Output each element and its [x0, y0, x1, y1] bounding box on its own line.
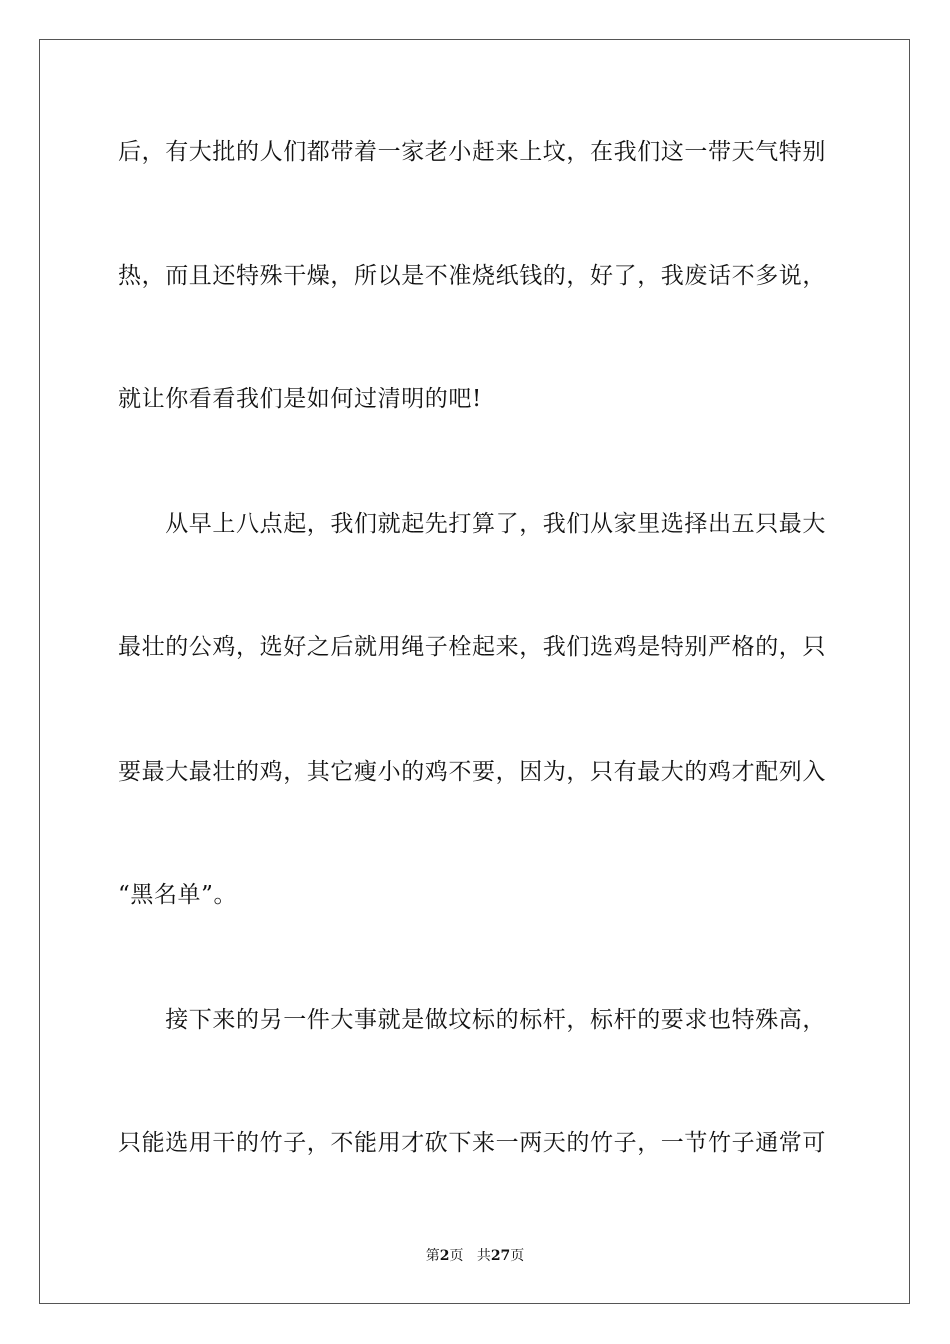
footer-page-suffix: 页 [449, 1248, 464, 1264]
page-border [39, 39, 910, 1304]
footer-page-number: 2 [439, 1248, 450, 1264]
body-line-9: 只能选用干的竹子，不能用才砍下来一两天的竹子，一节竹子通常可 [118, 1130, 826, 1156]
body-line-6: 要最大最壮的鸡，其它瘦小的鸡不要，因为，只有最大的鸡才配列入 [118, 759, 826, 785]
body-line-8: 接下来的另一件大事就是做坟标的标杆，标杆的要求也特殊高， [118, 1007, 826, 1033]
footer-total-prefix: 共 [476, 1248, 491, 1264]
body-line-5: 最壮的公鸡，选好之后就用绳子栓起来，我们选鸡是特别严格的，只 [118, 634, 826, 660]
body-line-4: 从早上八点起，我们就起先打算了，我们从家里选择出五只最大 [118, 511, 826, 537]
body-line-7: “黑名单”。 [118, 882, 238, 908]
footer-total-suffix: 页 [510, 1248, 525, 1264]
page-footer [0, 1247, 950, 1265]
footer-prefix: 第 [425, 1248, 440, 1264]
body-line-3: 就让你看看我们是如何过清明的吧! [118, 386, 482, 412]
body-line-2: 热，而且还特殊干燥，所以是不准烧纸钱的，好了，我废话不多说， [118, 263, 826, 289]
footer-total-pages: 27 [490, 1248, 511, 1264]
body-line-1: 后，有大批的人们都带着一家老小赶来上坟，在我们这一带天气特别 [118, 139, 826, 165]
